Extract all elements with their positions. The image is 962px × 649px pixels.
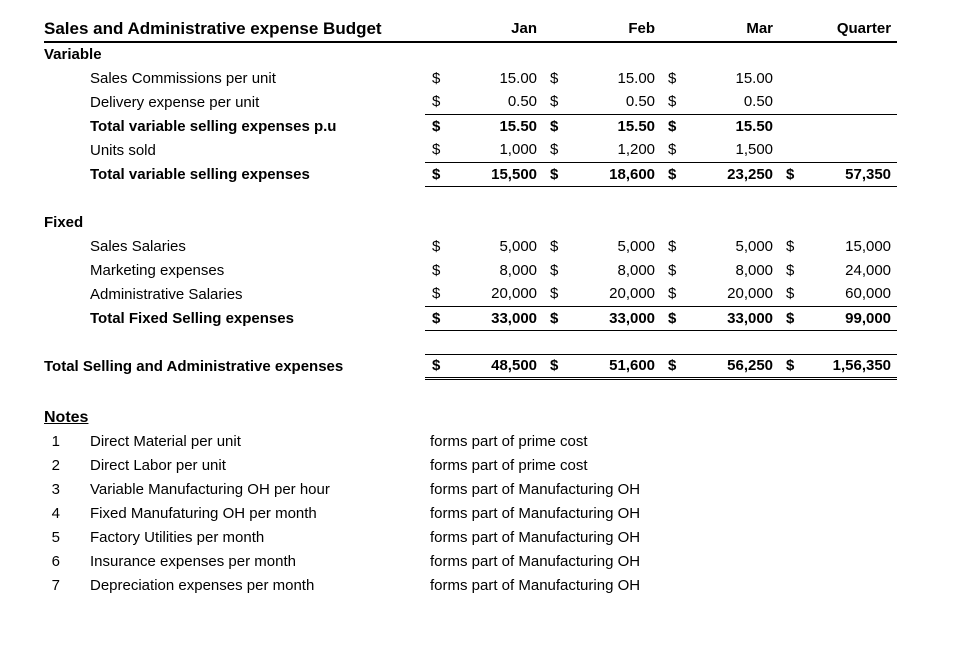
- amount-mar: 5,000: [735, 237, 774, 255]
- amount-mar: 33,000: [689, 306, 779, 330]
- amount-jan: 8,000: [499, 261, 538, 279]
- table-row: [44, 234, 897, 258]
- empty-cell: [779, 138, 807, 162]
- amount-mar: 56,250: [689, 354, 779, 378]
- currency-symbol: $: [779, 306, 807, 330]
- amount-quarter: [807, 90, 897, 114]
- table-row: [44, 138, 897, 162]
- note-item: [44, 550, 962, 574]
- note-label: Depreciation expenses per month: [90, 576, 315, 594]
- note-number: 3: [51, 480, 60, 498]
- note-description: forms part of Manufacturing OH: [430, 552, 641, 570]
- currency-symbol: $: [668, 69, 677, 87]
- currency-symbol: $: [779, 354, 807, 378]
- note-number: 5: [51, 528, 60, 546]
- note-description: forms part of Manufacturing OH: [430, 528, 641, 546]
- section-heading-fixed: [44, 210, 897, 234]
- currency-symbol: $: [779, 282, 807, 306]
- amount-quarter: 15,000: [845, 237, 892, 255]
- note-item: [44, 454, 962, 478]
- currency-symbol: $: [432, 69, 441, 87]
- note-description: forms part of prime cost: [430, 432, 588, 450]
- currency-symbol: $: [661, 282, 689, 306]
- note-description: forms part of Manufacturing OH: [430, 504, 641, 522]
- amount-quarter: 60,000: [807, 282, 897, 306]
- row-label: Total Selling and Administrative expenses: [44, 357, 344, 375]
- notes-heading: Notes: [44, 408, 89, 426]
- note-number: 4: [51, 504, 60, 522]
- total-row: [44, 114, 897, 138]
- section-label: Variable: [44, 46, 102, 63]
- currency-symbol: $: [543, 162, 571, 186]
- amount-feb: 20,000: [571, 282, 661, 306]
- row-label: Units sold: [90, 141, 156, 159]
- amount-jan: 15.00: [499, 69, 538, 87]
- amount-feb: 5,000: [617, 237, 656, 255]
- amount-mar: 20,000: [689, 282, 779, 306]
- currency-symbol: $: [779, 162, 807, 186]
- amount-feb: 15.50: [617, 117, 656, 135]
- amount-quarter: 24,000: [845, 261, 892, 279]
- currency-symbol: $: [425, 138, 453, 162]
- currency-symbol: $: [543, 90, 571, 114]
- note-label: Insurance expenses per month: [90, 552, 296, 570]
- currency-symbol: $: [550, 69, 559, 87]
- amount-jan: 1,000: [453, 138, 543, 162]
- total-row: [44, 306, 897, 330]
- amount-jan: 5,000: [499, 237, 538, 255]
- note-item: [44, 574, 962, 598]
- amount-jan: 48,500: [453, 354, 543, 378]
- amount-quarter: [807, 138, 897, 162]
- currency-symbol: $: [425, 306, 453, 330]
- notes-section: [44, 406, 962, 598]
- table-row: [44, 258, 897, 282]
- amount-quarter: 57,350: [807, 162, 897, 186]
- row-label: Delivery expense per unit: [90, 93, 260, 111]
- amount-feb: 51,600: [571, 354, 661, 378]
- amount-feb: 8,000: [617, 261, 656, 279]
- note-label: Direct Material per unit: [90, 432, 241, 450]
- empty-cell: [779, 114, 807, 138]
- note-number: 1: [51, 432, 60, 450]
- total-row: [44, 162, 897, 186]
- currency-symbol: $: [668, 261, 677, 279]
- currency-symbol: $: [661, 90, 689, 114]
- currency-symbol: $: [543, 282, 571, 306]
- row-label: Total Fixed Selling expenses: [90, 309, 294, 327]
- column-header-feb: Feb: [543, 16, 661, 42]
- table-row: [44, 66, 897, 90]
- amount-mar: 23,250: [689, 162, 779, 186]
- row-label: Total variable selling expenses: [90, 165, 310, 183]
- amount-jan: 15,500: [453, 162, 543, 186]
- currency-symbol: $: [425, 162, 453, 186]
- amount-feb: 1,200: [571, 138, 661, 162]
- currency-symbol: $: [550, 237, 559, 255]
- empty-cell: [779, 66, 807, 90]
- amount-jan: 15.50: [499, 117, 538, 135]
- note-number: 6: [51, 552, 60, 570]
- note-item: [44, 502, 962, 526]
- column-header-mar: Mar: [661, 16, 779, 42]
- section-heading-variable: [44, 42, 897, 66]
- row-label: Marketing expenses: [90, 261, 225, 279]
- amount-mar: 1,500: [689, 138, 779, 162]
- currency-symbol: $: [432, 117, 441, 135]
- note-description: forms part of prime cost: [430, 456, 588, 474]
- note-description: forms part of Manufacturing OH: [430, 576, 641, 594]
- currency-symbol: $: [425, 90, 453, 114]
- amount-feb: 33,000: [571, 306, 661, 330]
- currency-symbol: $: [543, 138, 571, 162]
- page-title: Sales and Administrative expense Budget: [44, 16, 425, 42]
- header-row: [44, 16, 897, 42]
- currency-symbol: $: [550, 117, 559, 135]
- currency-symbol: $: [661, 354, 689, 378]
- currency-symbol: $: [668, 117, 677, 135]
- currency-symbol: $: [661, 306, 689, 330]
- currency-symbol: $: [432, 237, 441, 255]
- amount-feb: 0.50: [571, 90, 661, 114]
- amount-quarter: [807, 66, 897, 90]
- spacer-row: [44, 186, 897, 210]
- note-label: Factory Utilities per month: [90, 528, 265, 546]
- row-label: Total variable selling expenses p.u: [90, 117, 337, 135]
- amount-feb: 18,600: [571, 162, 661, 186]
- table-row: [44, 90, 897, 114]
- amount-feb: 15.00: [617, 69, 656, 87]
- note-label: Variable Manufacturing OH per hour: [90, 480, 330, 498]
- currency-symbol: $: [432, 261, 441, 279]
- note-number: 7: [51, 576, 60, 594]
- row-label: Sales Commissions per unit: [90, 69, 276, 87]
- currency-symbol: $: [786, 261, 795, 279]
- note-label: Direct Labor per unit: [90, 456, 226, 474]
- currency-symbol: $: [425, 354, 453, 378]
- note-description: forms part of Manufacturing OH: [430, 480, 641, 498]
- note-number: 2: [51, 456, 60, 474]
- amount-quarter: [807, 114, 897, 138]
- note-label: Fixed Manufaturing OH per month: [90, 504, 317, 522]
- amount-jan: 0.50: [453, 90, 543, 114]
- amount-mar: 0.50: [689, 90, 779, 114]
- currency-symbol: $: [550, 261, 559, 279]
- amount-mar: 15.50: [735, 117, 774, 135]
- amount-jan: 33,000: [453, 306, 543, 330]
- budget-table: [44, 16, 897, 380]
- grand-total-row: [44, 354, 897, 378]
- row-label: Administrative Salaries: [90, 285, 243, 303]
- currency-symbol: $: [543, 306, 571, 330]
- column-header-quarter: Quarter: [779, 16, 897, 42]
- currency-symbol: $: [425, 282, 453, 306]
- table-row: [44, 282, 897, 306]
- spacer-row: [44, 330, 897, 354]
- amount-jan: 20,000: [453, 282, 543, 306]
- note-item: [44, 526, 962, 550]
- amount-mar: 15.00: [735, 69, 774, 87]
- row-label: Sales Salaries: [90, 237, 186, 255]
- amount-quarter: 99,000: [807, 306, 897, 330]
- currency-symbol: $: [661, 138, 689, 162]
- currency-symbol: $: [661, 162, 689, 186]
- amount-mar: 8,000: [735, 261, 774, 279]
- column-header-jan: Jan: [425, 16, 543, 42]
- note-item: [44, 478, 962, 502]
- currency-symbol: $: [786, 237, 795, 255]
- currency-symbol: $: [543, 354, 571, 378]
- currency-symbol: $: [668, 237, 677, 255]
- note-item: [44, 430, 962, 454]
- section-label: Fixed: [44, 213, 84, 231]
- amount-quarter: 1,56,350: [807, 354, 897, 378]
- empty-cell: [779, 90, 807, 114]
